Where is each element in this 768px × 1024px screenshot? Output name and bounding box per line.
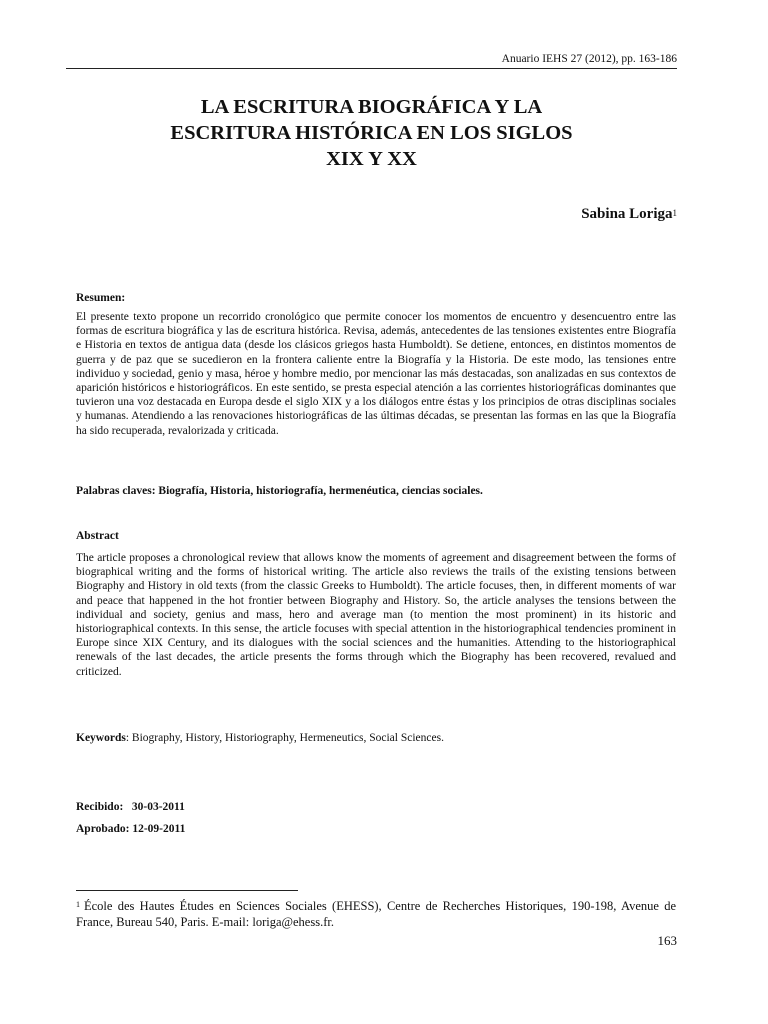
approved-date: Aprobado: 12-09-2011 bbox=[76, 823, 186, 835]
page-number: 163 bbox=[657, 933, 677, 948]
author-name: Sabina Loriga bbox=[581, 206, 673, 222]
received-date: Recibido: 30-03-2011 bbox=[76, 801, 185, 813]
author-byline bbox=[581, 205, 677, 223]
footnote-mark: 1 bbox=[76, 900, 80, 909]
footnote-text: École des Hautes Études en Sciences Sociales (EHESS), Centre de Recherches Historiques, 190-198, Avenue de France, Bureau 540, Paris. E-mail: loriga@ehess.fr. bbox=[76, 899, 676, 929]
keywords-label: Keywords bbox=[76, 732, 126, 744]
palabras-claves-value: Biografía, Historia, historiografía, hermenéutica, ciencias sociales. bbox=[158, 485, 483, 497]
title-line-3: XIX Y XX bbox=[326, 148, 417, 170]
resumen-heading: Resumen: bbox=[76, 292, 126, 304]
footnote-divider bbox=[76, 890, 298, 891]
author-footnote-mark: 1 bbox=[672, 208, 677, 218]
palabras-claves-label: Palabras claves: bbox=[76, 485, 156, 497]
resumen-text: El presente texto propone un recorrido cronológico que permite conocer los momentos de encuentro y desencuentro entre las formas de escritura biográfica y las de escritura histórica. Revisa, además, antecedentes de las tensiones existentes entre Biografía e Historia en textos de antigua data (desde los clásicos griegos hasta Humboldt). Se detiene, entonces, en distintos momentos de guerra y de paz que se sucedieron en la frontera caliente entre la Biografía y la Historia. De este modo, las tensiones entre individuo y sociedad, genio y masa, héroe y hombre medio, por mencionar las más destacadas, son analizadas en sus contextos de aparición históricos e historiográficos. En este sentido, se presta especial atención a las corrientes historiográficas dominantes que tuvieron una voz destacada en Europa desde el siglo XIX y a los diálogos entre éstas y los principios de otras disciplinas sociales y humanas. Atendiendo a las renovaciones historiográficas de las últimas décadas, se presentan las formas en las que la Biografía ha sido recuperada, revalorizada y criticada. bbox=[76, 311, 676, 437]
keywords bbox=[76, 731, 676, 745]
abstract-heading: Abstract bbox=[76, 530, 119, 542]
title-line-1: LA ESCRITURA BIOGRÁFICA Y LA bbox=[200, 96, 543, 118]
abstract-text: The article proposes a chronological review that allows know the moments of agreement and disagreement between the forms of biographical writing and the forms of historical writing. The article also reviews the trails of the existing tensions between Biography and History in old texts (from the classic Greeks to Humboldt). The article focuses, then, in different moments of war and peace that happened in the hot frontier between Biography and History. So, the article analyses the tensions between the individual and society, genius and mass, hero and average man (to mention the most prominent) in its historic and historiographical contexts. In this sense, the article focuses with special attention in the historiographical tendencies prominent in Europe since XIX Century, and its dialogues with the social sciences and the humanities. Attending to the historiographical renewals of the last decades, the article presents the forms through which the Biography has been recovered, revalued and criticized. bbox=[76, 552, 676, 678]
article-title bbox=[66, 94, 677, 172]
footnote bbox=[76, 898, 676, 930]
running-header: Anuario IEHS 27 (2012), pp. 163-186 bbox=[66, 52, 677, 69]
palabras-claves bbox=[76, 484, 676, 498]
keywords-value: : Biography, History, Historiography, Hermeneutics, Social Sciences. bbox=[125, 732, 444, 744]
title-line-2: ESCRITURA HISTÓRICA EN LOS SIGLOS bbox=[170, 122, 573, 144]
